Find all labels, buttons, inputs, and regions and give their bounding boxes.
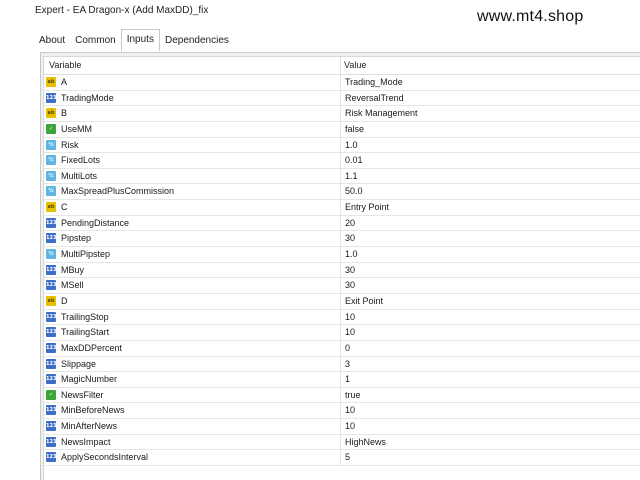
- left-margin: [0, 0, 30, 480]
- integer-type-icon: 123: [46, 282, 57, 289]
- integer-type-icon: 123: [46, 360, 57, 367]
- cell-divider: [340, 169, 341, 184]
- column-header-variable[interactable]: Variable: [49, 60, 82, 70]
- variable-value[interactable]: Entry Point: [345, 202, 390, 213]
- string-type-icon: ab: [47, 110, 55, 117]
- integer-type-icon: 123: [46, 313, 57, 320]
- variable-value[interactable]: 1.1: [345, 170, 358, 181]
- variable-name: A: [61, 77, 68, 87]
- cell-divider: [340, 231, 341, 246]
- variable-name: MultiPipstep: [61, 249, 111, 260]
- table-row[interactable]: [44, 325, 640, 341]
- table-row[interactable]: [44, 310, 640, 326]
- table-row[interactable]: [44, 231, 640, 247]
- variable-value[interactable]: 1.0: [345, 139, 358, 150]
- table-row[interactable]: [44, 138, 640, 154]
- variable-name: NewsImpact: [61, 436, 111, 447]
- cell-divider: [340, 294, 341, 309]
- variable-name: NewsFilter: [61, 389, 104, 400]
- variable-value[interactable]: 0: [345, 342, 351, 353]
- string-type-icon: ab: [47, 79, 55, 85]
- table-row[interactable]: [44, 372, 640, 388]
- variable-value[interactable]: 1.0: [345, 249, 358, 260]
- variable-value[interactable]: 20: [345, 217, 356, 228]
- variable-value[interactable]: 30: [345, 264, 356, 275]
- cell-divider: [340, 450, 341, 465]
- table-body: [44, 75, 640, 466]
- tab-about[interactable]: About: [39, 35, 66, 46]
- variable-name: MSell: [61, 280, 84, 291]
- cell-divider: [340, 138, 341, 153]
- variable-name: UseMM: [61, 123, 92, 134]
- variable-value[interactable]: 5: [345, 452, 351, 463]
- variable-value[interactable]: true: [345, 389, 361, 400]
- cell-divider: [340, 216, 341, 231]
- variable-name: MagicNumber: [61, 374, 118, 385]
- integer-type-icon: 123: [46, 235, 57, 242]
- integer-type-icon: 123: [46, 94, 57, 101]
- cell-divider: [340, 357, 341, 372]
- variable-value[interactable]: false: [345, 123, 365, 134]
- variable-name: MBuy: [61, 264, 85, 275]
- integer-type-icon: 123: [46, 438, 57, 445]
- table-row[interactable]: [44, 75, 640, 91]
- variable-name: MinBeforeNews: [61, 405, 125, 416]
- variable-name: TrailingStop: [61, 311, 109, 322]
- variable-name: MaxDDPercent: [61, 342, 123, 353]
- variable-name: MinAfterNews: [61, 421, 118, 432]
- variable-name: ApplySecondsInterval: [61, 452, 149, 463]
- table-row[interactable]: [44, 341, 640, 357]
- cell-divider: [340, 341, 341, 356]
- bool-type-icon: ✓: [46, 124, 56, 134]
- table-row[interactable]: [44, 106, 640, 122]
- table-row[interactable]: [44, 122, 640, 138]
- cell-divider: [340, 184, 341, 199]
- variable-name: B: [61, 108, 68, 119]
- table-row[interactable]: [44, 263, 640, 279]
- inputs-table: [43, 56, 640, 480]
- table-row[interactable]: [44, 153, 640, 169]
- table-row[interactable]: [44, 169, 640, 185]
- variable-name: MultiLots: [61, 170, 98, 181]
- integer-type-icon: 123: [46, 454, 57, 461]
- table-row[interactable]: [44, 294, 640, 310]
- cell-divider: [340, 403, 341, 418]
- table-row[interactable]: [44, 403, 640, 419]
- variable-value[interactable]: 30: [345, 233, 356, 244]
- double-type-icon: ½: [46, 140, 56, 150]
- table-row[interactable]: [44, 91, 640, 107]
- integer-type-icon: 123: [46, 266, 57, 273]
- variable-name: Slippage: [61, 358, 97, 369]
- cell-divider: [340, 75, 341, 90]
- variable-value[interactable]: 30: [345, 280, 356, 291]
- cell-divider: [340, 153, 341, 168]
- cell-divider: [340, 372, 341, 387]
- variable-value[interactable]: 10: [345, 421, 356, 432]
- variable-value[interactable]: HighNews: [345, 436, 387, 447]
- double-type-icon: ½: [46, 155, 56, 165]
- table-row[interactable]: [44, 200, 640, 216]
- variable-value[interactable]: 1: [345, 374, 351, 385]
- table-row[interactable]: [44, 216, 640, 232]
- variable-name: Risk: [61, 139, 79, 150]
- variable-value[interactable]: 10: [345, 405, 356, 416]
- variable-value[interactable]: Exit Point: [345, 295, 384, 306]
- column-divider[interactable]: [340, 57, 341, 74]
- variable-name: FixedLots: [61, 155, 101, 166]
- double-type-icon: ½: [46, 249, 56, 259]
- tab-dependencies[interactable]: Dependencies: [164, 35, 229, 46]
- string-type-icon: ab: [47, 204, 55, 211]
- window-title: Expert - EA Dragon-x (Add MaxDD)_fix: [35, 5, 209, 16]
- table-row[interactable]: [44, 388, 640, 404]
- cell-divider: [340, 263, 341, 278]
- cell-divider: [340, 310, 341, 325]
- table-row[interactable]: [44, 435, 640, 451]
- tab-bar: [34, 28, 234, 50]
- title-bar: [0, 0, 640, 24]
- integer-type-icon: 123: [46, 344, 57, 351]
- variable-value[interactable]: 10: [345, 311, 356, 322]
- variable-value[interactable]: 0.01: [345, 155, 363, 166]
- table-header: [44, 57, 640, 75]
- cell-divider: [340, 325, 341, 340]
- variable-name: MaxSpreadPlusCommission: [61, 186, 175, 197]
- table-row[interactable]: [44, 247, 640, 263]
- variable-name: Pipstep: [61, 233, 92, 244]
- variable-value[interactable]: Trading_Mode: [345, 77, 403, 87]
- cell-divider: [340, 435, 341, 450]
- column-header-value[interactable]: Value: [344, 60, 367, 70]
- table-row[interactable]: [44, 419, 640, 435]
- table-row[interactable]: [44, 278, 640, 294]
- variable-value[interactable]: 50.0: [345, 186, 363, 197]
- integer-type-icon: 123: [46, 376, 57, 383]
- cell-divider: [340, 91, 341, 106]
- variable-name: C: [61, 202, 68, 213]
- variable-value[interactable]: Risk Management: [345, 108, 418, 119]
- tab-inputs[interactable]: Inputs: [121, 29, 160, 51]
- variable-name: TrailingStart: [61, 327, 110, 338]
- integer-type-icon: 123: [46, 329, 57, 336]
- cell-divider: [340, 122, 341, 137]
- tab-common[interactable]: Common: [75, 35, 116, 46]
- cell-divider: [340, 388, 341, 403]
- variable-value[interactable]: 3: [345, 358, 351, 369]
- cell-divider: [340, 106, 341, 121]
- integer-type-icon: 123: [46, 423, 57, 430]
- double-type-icon: ½: [46, 186, 56, 196]
- cell-divider: [340, 247, 341, 262]
- integer-type-icon: 123: [46, 407, 57, 414]
- bool-type-icon: ✓: [46, 390, 56, 400]
- integer-type-icon: 123: [46, 219, 57, 226]
- variable-name: TradingMode: [61, 92, 114, 103]
- variable-name: D: [61, 295, 68, 306]
- string-type-icon: ab: [47, 297, 55, 304]
- variable-value[interactable]: ReversalTrend: [345, 92, 404, 103]
- double-type-icon: ½: [46, 171, 56, 181]
- cell-divider: [340, 200, 341, 215]
- cell-divider: [340, 278, 341, 293]
- table-row[interactable]: [44, 450, 640, 466]
- variable-value[interactable]: 10: [345, 327, 356, 338]
- variable-name: PendingDistance: [61, 217, 130, 228]
- watermark-text: www.mt4.shop: [477, 8, 584, 25]
- cell-divider: [340, 419, 341, 434]
- table-row[interactable]: [44, 184, 640, 200]
- table-row[interactable]: [44, 357, 640, 373]
